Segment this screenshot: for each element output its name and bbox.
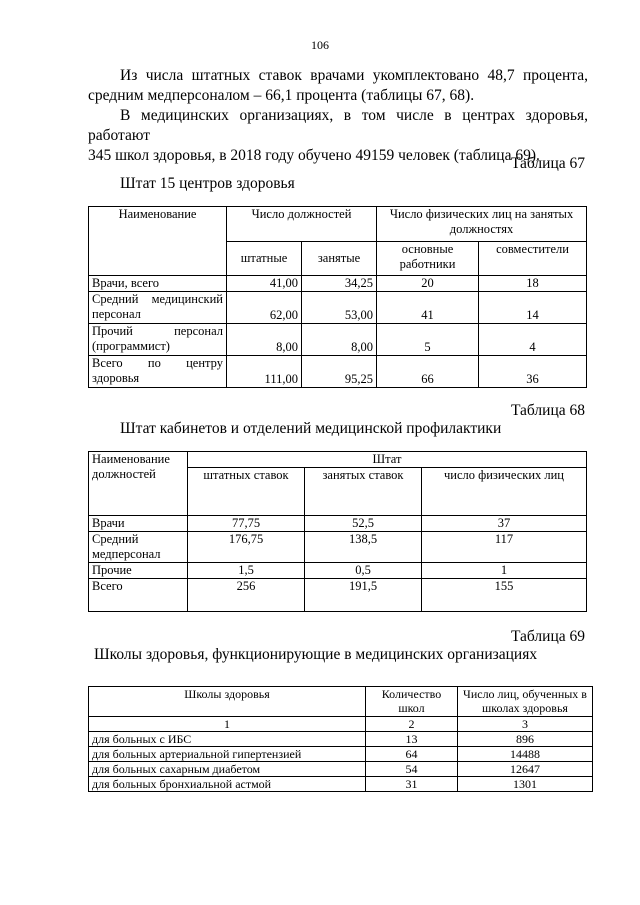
- t69-row-trained: 896: [458, 732, 593, 747]
- t67-row-name: [89, 292, 227, 324]
- table-row: [89, 777, 593, 792]
- t68-row-name: Врачи: [89, 516, 188, 532]
- table-row: [89, 732, 593, 747]
- t68-row-occupied: 191,5: [305, 579, 422, 612]
- t69-col-number-2: 2: [366, 717, 458, 732]
- table-68: [88, 451, 587, 612]
- t67-row-part: 36: [479, 356, 587, 388]
- t68-row-occupied: 0,5: [305, 563, 422, 579]
- t67-row-name-line2: персонал: [92, 307, 141, 321]
- table-68-label: Таблица 68: [510, 402, 585, 419]
- t68-row-name: Средний медперсонал: [89, 532, 188, 563]
- t67-row-occupied: 8,00: [302, 324, 377, 356]
- t69-col-number-3: 3: [458, 717, 593, 732]
- t67-row-staff: 111,00: [227, 356, 302, 388]
- t69-row-name: для больных артериальной гипертензией: [89, 747, 366, 762]
- t67-row-main: 41: [377, 292, 479, 324]
- t69-row-name: для больных сахарным диабетом: [89, 762, 366, 777]
- paragraph-1-line-1: Из числа штатных ставок врачами укомплектовано 48,7 процента,: [120, 67, 588, 84]
- t69-row-trained: 1301: [458, 777, 593, 792]
- t69-row-count: 31: [366, 777, 458, 792]
- table-row: [89, 532, 587, 563]
- t67-row-name-line1: Прочий персонал: [92, 324, 223, 338]
- t67-row-main: 20: [377, 276, 479, 292]
- t69-header-schools: Школы здоровья: [89, 687, 366, 717]
- table-69: [88, 686, 593, 792]
- table-row: [89, 324, 587, 356]
- t67-row-name-line2: (программист): [92, 339, 170, 353]
- t67-row-occupied: 53,00: [302, 292, 377, 324]
- page-number: 106: [311, 38, 329, 52]
- table-row: [89, 747, 593, 762]
- t67-row-name: [89, 324, 227, 356]
- t67-row-staff: 8,00: [227, 324, 302, 356]
- t69-header-trained: Число лиц, обученных в школах здоровья: [458, 687, 593, 717]
- t68-row-rates: 77,75: [188, 516, 305, 532]
- t67-row-occupied: 95,25: [302, 356, 377, 388]
- t67-row-main: 5: [377, 324, 479, 356]
- t67-header-part: совместители: [479, 242, 587, 276]
- t67-row-name-line2: здоровья: [92, 371, 140, 385]
- t68-row-occupied: 138,5: [305, 532, 422, 563]
- t69-row-count: 54: [366, 762, 458, 777]
- table-row: [89, 579, 587, 612]
- t68-row-persons: 155: [422, 579, 587, 612]
- t68-header-rates: штатных ставок: [188, 468, 305, 516]
- paragraph-1-line-2: средним медперсоналом – 66,1 процента (таблицы 67, 68).: [88, 87, 475, 104]
- t68-row-persons: 117: [422, 532, 587, 563]
- t68-row-rates: 1,5: [188, 563, 305, 579]
- t69-row-trained: 12647: [458, 762, 593, 777]
- t69-row-trained: 14488: [458, 747, 593, 762]
- t67-row-part: 14: [479, 292, 587, 324]
- table-row: [89, 516, 587, 532]
- table-67-title: Штат 15 центров здоровья: [120, 175, 295, 192]
- t67-row-occupied: 34,25: [302, 276, 377, 292]
- t68-header-staff: Штат: [188, 452, 587, 468]
- table-row: [89, 292, 587, 324]
- t67-header-main: основные работники: [377, 242, 479, 276]
- t67-header-staff: штатные: [227, 242, 302, 276]
- paragraph-2-line-1: В медицинских организациях, в том числе в центрах здоровья, работают: [88, 107, 588, 144]
- t69-row-count: 64: [366, 747, 458, 762]
- t69-row-name: для больных бронхиальной астмой: [89, 777, 366, 792]
- table-67-label: Таблица 67: [510, 155, 585, 172]
- table-row: [89, 356, 587, 388]
- t67-header-positions: Число должностей: [227, 207, 377, 242]
- t68-row-persons: 37: [422, 516, 587, 532]
- t68-header-name: Наименование должностей: [89, 452, 188, 516]
- t67-row-part: 18: [479, 276, 587, 292]
- table-row: [89, 276, 587, 292]
- table-row: [89, 563, 587, 579]
- t68-header-occupied: занятых ставок: [305, 468, 422, 516]
- t67-header-name: Наименование: [89, 207, 227, 276]
- t69-header-count: Количество школ: [366, 687, 458, 717]
- t67-row-main: 66: [377, 356, 479, 388]
- t67-row-staff: 62,00: [227, 292, 302, 324]
- t67-row-name: [89, 356, 227, 388]
- t67-header-occupied: занятые: [302, 242, 377, 276]
- table-69-label: Таблица 69: [510, 628, 585, 645]
- t68-row-persons: 1: [422, 563, 587, 579]
- paragraph-1: [88, 66, 588, 106]
- table-69-title: Школы здоровья, функционирующие в медицинских организациях: [94, 646, 538, 663]
- t67-row-part: 4: [479, 324, 587, 356]
- t67-row-staff: 41,00: [227, 276, 302, 292]
- t68-row-occupied: 52,5: [305, 516, 422, 532]
- t67-row-name: Врачи, всего: [89, 276, 227, 292]
- t68-row-name: Всего: [89, 579, 188, 612]
- t67-row-name-line1: Всего по центру: [92, 356, 223, 370]
- table-67: [88, 206, 587, 388]
- paragraph-2-line-2: 345 школ здоровья, в 2018 году обучено 49159 человек (таблица 69).: [88, 147, 540, 164]
- t69-col-number-1: 1: [89, 717, 366, 732]
- t68-row-rates: 256: [188, 579, 305, 612]
- table-68-title: Штат кабинетов и отделений медицинской профилактики: [120, 420, 502, 437]
- table-row: [89, 762, 593, 777]
- t68-row-rates: 176,75: [188, 532, 305, 563]
- t67-row-name-line1: Средний медицинский: [92, 292, 223, 306]
- t67-header-persons: Число физических лиц на занятых должностях: [377, 207, 587, 242]
- t69-row-name: для больных с ИБС: [89, 732, 366, 747]
- t68-header-persons: число физических лиц: [422, 468, 587, 516]
- t68-row-name: Прочие: [89, 563, 188, 579]
- t69-row-count: 13: [366, 732, 458, 747]
